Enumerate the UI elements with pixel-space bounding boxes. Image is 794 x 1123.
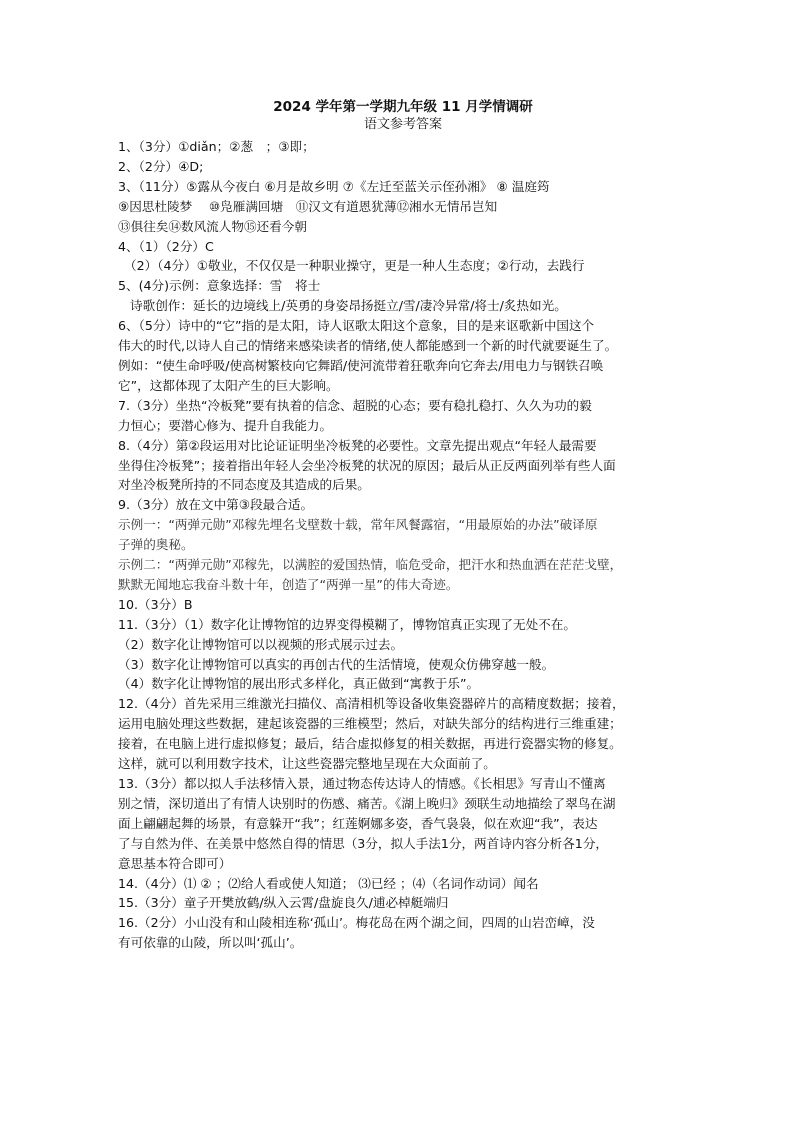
answer-line-30: 运用电脑处理这些数据，建起该瓷器的三维模型；然后，对缺失部分的结构进行三维重建； [118, 716, 622, 732]
answer-line-34: 别之情，深切道出了有情人诀别时的伤感、痛苦。《湖上晚归》颈联生动地描绘了翠鸟在湖 [118, 795, 616, 811]
answer-line-14: 7.（3分）坐热“冷板凳”要有执着的信念、超脱的心态；要有稳扎稳打、久久为功的毅 [118, 397, 592, 413]
answer-line-31: 接着，在电脑上进行虚拟修复；最后，结合虚拟修复的相关数据，再进行瓷器实物的修复。 [118, 736, 622, 752]
answer-line-8: 5、(4分)示例：意象选择：雪 将士 [118, 278, 321, 294]
answer-line-29: 12.（4分）首先采用三维激光扫描仪、高清相机等设备收集瓷器碎片的高精度数据；接着， [118, 696, 625, 712]
answer-line-41: 有可依靠的山陵，所以叫‘孤山’。 [118, 935, 303, 951]
answer-line-27: （3）数字化让博物馆可以真实的再创古代的生活情境，使观众仿佛穿越一般。 [118, 656, 555, 672]
answer-line-13: 它”，这都体现了太阳产生的巨大影响。 [118, 377, 339, 393]
answer-line-33: 13.（3分）都以拟人手法移情入景，通过物态传达诗人的情感。《长相思》写青山不懂离 [118, 776, 606, 791]
document-title: 2024 学年第一学期九年级 11 月学情调研 [273, 99, 533, 115]
answer-line-25: 11.（3分）（1）数字化让博物馆的边界变得模糊了，博物馆真正实现了无处不在。 [118, 616, 576, 632]
answer-line-24: 10.（3分）B [118, 596, 193, 612]
answer-line-40: 16.（2分）小山没有和山陵相连称‘孤山’。梅花岛在两个湖之间，四周的山岩峦嶂，没 [118, 915, 595, 931]
answer-line-5: ⑬俱往矣⑭数风流人物⑮还看今朝 [118, 218, 307, 234]
answer-line-10: 6、（5分）诗中的“它”指的是太阳，诗人讴歌太阳这个意象，目的是来讴歌新中国这个 [118, 318, 595, 334]
answer-line-17: 坐得住冷板凳”；接着指出年轻人会坐冷板凳的状况的原因；最后从正反两面列举有些人面 [118, 457, 616, 473]
document-subtitle: 语文参考答案 [363, 117, 442, 132]
answer-line-18: 对坐冷板凳所持的不同态度及其造成的后果。 [118, 477, 370, 493]
answer-line-35: 面上翩翩起舞的场景，有意躲开“我”；红莲婀娜多姿，香气袅袅，似在欢迎“我”，表达 [118, 815, 598, 831]
answer-line-37: 意思基本符合即可） [118, 855, 232, 871]
answer-line-11: 伟大的时代,以诗人自己的情绪来感染读者的情绪,使人都能感到一个新的时代就要诞生了。 [118, 338, 618, 354]
answer-line-36: 了与自然为伴、在美景中悠然自得的情思（3分，拟人手法1分，两首诗内容分析各1分， [118, 835, 609, 851]
answer-line-2: 2、（2分）④D; [118, 158, 204, 174]
answer-line-19: 9.（3分）放在文中第③段最合适。 [118, 497, 314, 513]
answer-line-21: 子弹的奥秘。 [118, 537, 194, 553]
answer-document [118, 98, 688, 953]
answer-line-7: （2）（4分）①敬业，不仅仅是一种职业操守，更是一种人生态度；②行动，去践行 [124, 258, 585, 274]
answer-line-26: （2）数字化让博物馆可以以视频的形式展示过去。 [118, 636, 404, 652]
answer-line-12: 例如：“使生命呼吸/使高树繁枝向它舞蹈/使河流带着狂歌奔向它奔去/用电力与钢铁召唤 [118, 357, 604, 373]
answer-line-3: 3、（11分）⑤露从今夜白 ⑥月是故乡明 ⑦《左迁至蓝关示侄孙湘》 ⑧ 温庭筠 [118, 178, 550, 194]
answer-line-23: 默默无闻地忘我奋斗数十年，创造了“两弹一星”的伟大奇迹。 [118, 576, 459, 592]
answer-line-32: 这样，就可以利用数字技术，让这些瓷器完整地呈现在大众面前了。 [118, 756, 496, 772]
answer-line-20: 示例一：“两弹元勋”邓稼先埋名戈壁数十载，常年风餐露宿，“用最原始的办法”破译原 [118, 517, 598, 533]
answer-line-1: 1、（3分）①diǎn；②葱 ；③即； [118, 139, 315, 154]
answer-line-39: 15.（3分）童子开樊放鹤/纵入云霄/盘旋良久/逋必棹艇端归 [118, 895, 449, 911]
answer-line-9: 诗歌创作：延长的边境线上/英勇的身姿昂扬挺立/雪/凄冷异常/将士/炙热如光。 [130, 298, 567, 314]
answer-line-15: 力恒心；要潜心修为、提升自我能力。 [118, 417, 333, 433]
answer-line-16: 8.（4分）第②段运用对比论证证明坐冷板凳的必要性。文章先提出观点“年轻人最需要 [118, 437, 597, 453]
answer-line-38: 14.（4分）⑴ ② ；⑵给人看或使人知道； ⑶已经 ；⑷（名词作动词）闻名 [118, 875, 539, 891]
answer-line-22: 示例二：“两弹元勋”邓稼先，以满腔的爱国热情，临危受命，把汗水和热血洒在茫茫戈壁， [118, 557, 623, 573]
answer-line-4: ⑨因思杜陵梦 ⑩凫雁满回塘 ⑪汉文有道恩犹薄⑫湘水无情吊岂知 [118, 198, 498, 214]
answer-line-28: （4）数字化让博物馆的展出形式多样化，真正做到“寓教于乐”。 [118, 676, 480, 692]
answer-line-6: 4、（1）（2分）C [118, 238, 214, 254]
